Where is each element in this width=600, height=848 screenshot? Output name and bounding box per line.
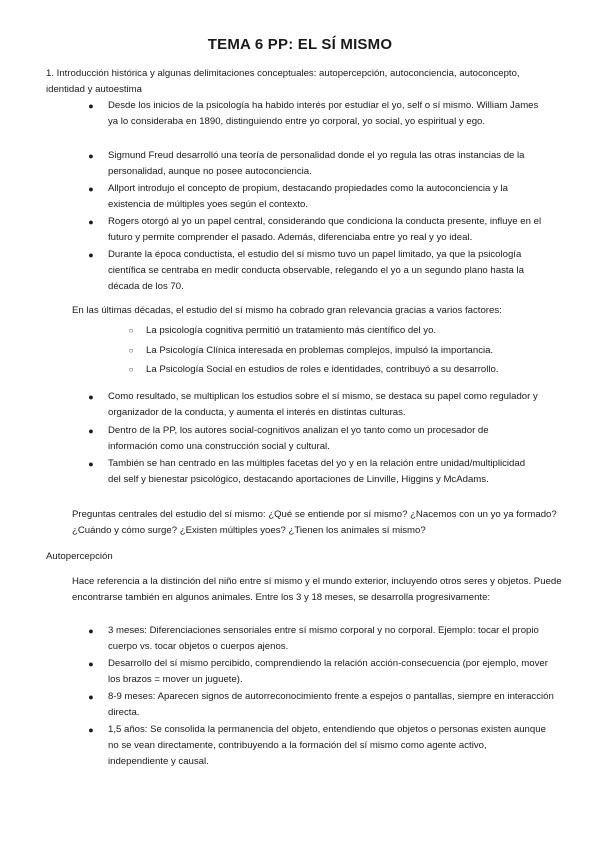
bullet-dot: ●	[88, 217, 94, 227]
list-item: Sigmund Freud desarrolló una teoría de personalidad donde el yo regula las otras instancias de la personalidad, aunque no posee autoconciencia.	[108, 150, 525, 177]
bullet-dot: ●	[88, 459, 94, 469]
bullet-dot: ●	[88, 725, 94, 735]
list-item: Dentro de la PP, los autores social-cognitivos analizan el yo tanto como un procesador de información como una construcción social y cultural.	[108, 425, 489, 452]
list-item: Como resultado, se multiplican los estudios sobre el sí mismo, se destaca su papel como regulador y organizador de la conducta, y aumenta el interés en distintas culturas.	[108, 391, 538, 418]
section-heading: 1. Introducción histórica y algunas delimitaciones conceptuales: autopercepción, autoconciencia, autoconcepto, identidad y autoestima	[46, 68, 520, 95]
sub-list-item: La Psicología Clínica interesada en problemas complejos, impulsó la importancia.	[146, 345, 494, 356]
bullet-dot: ●	[88, 250, 94, 260]
bullet-dot: ●	[88, 659, 94, 669]
list-item: Rogers otorgó al yo un papel central, considerando que condiciona la conducta presente, influye en el futuro y permite comprender el pasado. Además, diferenciaba entre yo real y yo ideal.	[108, 216, 542, 243]
bullet-dot: ●	[88, 151, 94, 161]
list-item: Durante la época conductista, el estudio del sí mismo tuvo un papel limitado, ya que la psicología científica se centraba en medir conducta observable, relegando el yo a un segundo plano hasta la década de los 70.	[108, 249, 525, 292]
sub-bullet-circle: ○	[128, 365, 134, 374]
list-item: Allport introdujo el concepto de propium, destacando propiedades como la autoconciencia y la existencia de múltiples yoes según el contexto.	[108, 183, 508, 210]
list-item: Desde los inicios de la psicología ha habido interés por estudiar el yo, self o sí mismo. William James ya lo consideraba en 1890, distinguiendo entre yo corporal, yo social, yo espiritual y ego.	[108, 100, 539, 127]
bullet-dot: ●	[88, 426, 94, 436]
list-item: 1,5 años: Se consolida la permanencia del objeto, entendiendo que objetos o personas existen aunque no se vean directamente, contribuyendo a la formación del sí mismo como agente activo, independiente y causal.	[108, 724, 546, 767]
paragraph: Hace referencia a la distinción del niño entre sí mismo y el mundo exterior, incluyendo otros seres y objetos. Puede encontrarse también en algunos animales. Entre los 3 y 18 meses, se desarrolla progresivamente:	[72, 576, 562, 603]
sub-bullet-circle: ○	[128, 346, 134, 355]
document-title: TEMA 6 PP: EL SÍ MISMO	[207, 36, 393, 53]
bullet-dot: ●	[88, 392, 94, 402]
sub-list-item: La Psicología Social en estudios de roles e identidades, contribuyó a su desarrollo.	[146, 364, 499, 375]
paragraph: En las últimas décadas, el estudio del sí mismo ha cobrado gran relevancia gracias a varios factores:	[72, 305, 502, 316]
list-item: Desarrollo del sí mismo percibido, comprendiendo la relación acción-consecuencia (por ejemplo, mover los brazos = mover un juguete).	[108, 658, 548, 685]
bullet-dot: ●	[88, 692, 94, 702]
subsection-heading: Autopercepción	[46, 551, 113, 562]
bullet-dot: ●	[88, 184, 94, 194]
list-item: También se han centrado en las múltiples facetas del yo y en la relación entre unidad/multiplicidad del self y bienestar psicológico, destacando aportaciones de Linville, Higgins y McAdams.	[108, 458, 526, 485]
bullet-dot: ●	[88, 626, 94, 636]
list-item: 8-9 meses: Aparecen signos de autorreconocimiento frente a espejos o pantallas, siempre en interacción directa.	[108, 691, 554, 718]
questions-paragraph: Preguntas centrales del estudio del sí mismo: ¿Qué se entiende por sí mismo? ¿Nacemos con un yo ya formado? ¿Cuándo y cómo surge? ¿Existen múltiples yoes? ¿Tienen los animales sí mismo?	[72, 509, 557, 536]
list-item: 3 meses: Diferenciaciones sensoriales entre sí mismo corporal y no corporal. Ejemplo: tocar el propio cuerpo vs. tocar objetos o cuerpos ajenos.	[108, 625, 539, 652]
sub-bullet-circle: ○	[128, 326, 134, 335]
sub-list-item: La psicología cognitiva permitió un tratamiento más científico del yo.	[146, 325, 437, 336]
bullet-dot: ●	[88, 101, 94, 111]
